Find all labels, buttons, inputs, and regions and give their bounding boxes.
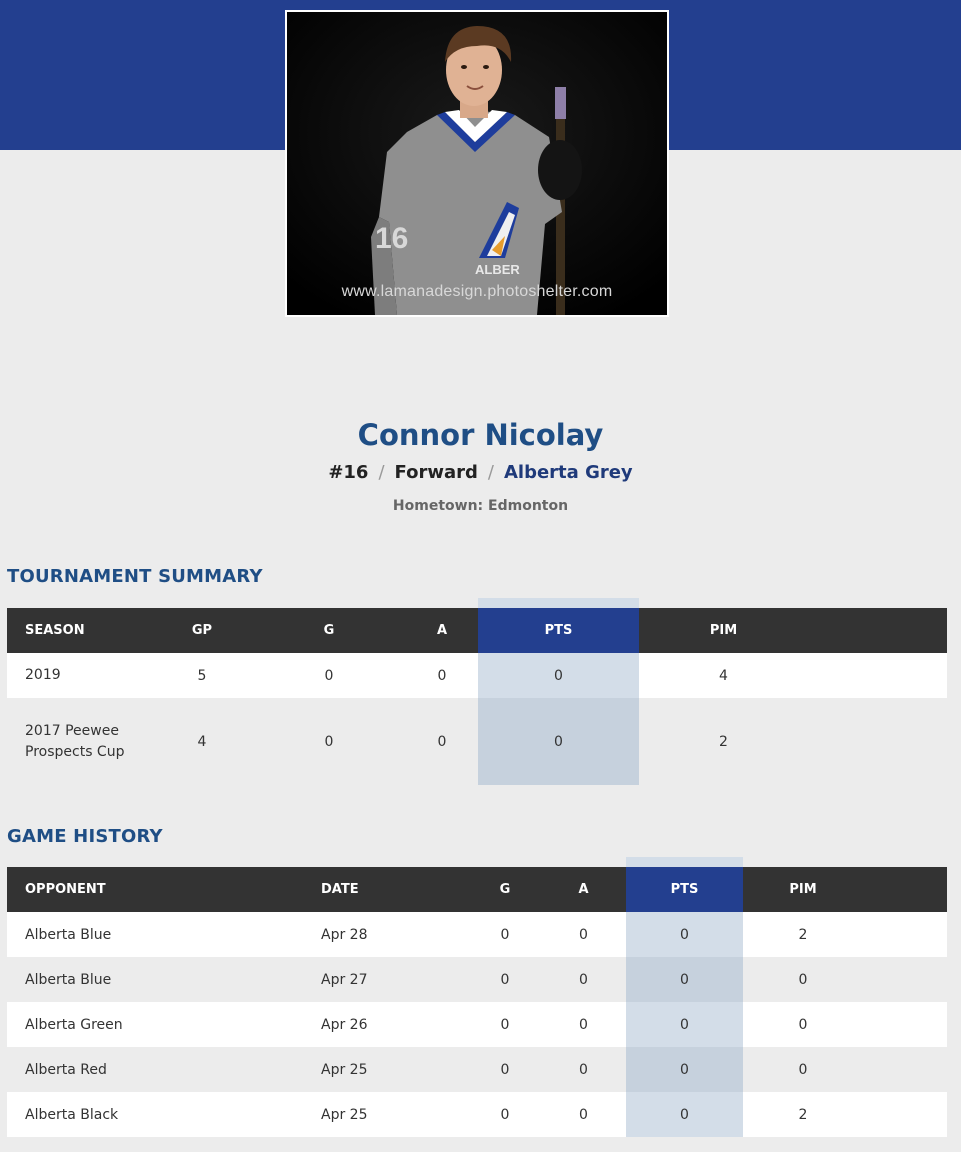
player-name: Connor Nicolay: [357, 418, 604, 452]
tournament-summary-table: [7, 608, 947, 785]
date-cell: Apr 25: [303, 1092, 469, 1137]
gp-cell: 5: [152, 653, 252, 698]
table-header-row: [7, 608, 947, 653]
assists-cell: 0: [541, 1002, 626, 1047]
table-row: [7, 653, 947, 698]
player-position: Forward: [394, 462, 478, 483]
table-row: [7, 912, 947, 957]
goals-cell: 0: [469, 1002, 541, 1047]
table-row: [7, 957, 947, 1002]
goals-cell: 0: [469, 912, 541, 957]
goals-cell: 0: [469, 1092, 541, 1137]
jersey-lettering: ALBER: [475, 262, 520, 277]
column-header-gp[interactable]: GP: [152, 608, 252, 653]
spacer-cell: [863, 1002, 947, 1047]
game-history-table: [7, 867, 947, 1137]
column-header-date[interactable]: DATE: [303, 867, 469, 912]
column-header-pim[interactable]: PIM: [743, 867, 863, 912]
spacer-cell: [863, 912, 947, 957]
column-header-pim[interactable]: PIM: [639, 608, 808, 653]
pim-cell: 0: [743, 1047, 863, 1092]
points-cell: 0: [626, 1047, 743, 1092]
opponent-cell[interactable]: Alberta Black: [7, 1092, 303, 1137]
points-cell: 0: [478, 698, 639, 785]
column-header-pts[interactable]: PTS: [626, 867, 743, 912]
goals-cell: 0: [252, 653, 406, 698]
points-cell: 0: [626, 957, 743, 1002]
goals-cell: 0: [469, 957, 541, 1002]
date-cell: Apr 27: [303, 957, 469, 1002]
separator: /: [487, 462, 494, 483]
assists-cell: 0: [541, 912, 626, 957]
table-row: [7, 1092, 947, 1137]
spacer-cell: [863, 1092, 947, 1137]
season-cell: 2017 Peewee Prospects Cup: [7, 698, 152, 785]
column-header-g[interactable]: G: [252, 608, 406, 653]
column-header-spacer: [863, 867, 947, 912]
player-photo: [285, 10, 669, 317]
player-info-line: [0, 462, 961, 483]
game-history-title: GAME HISTORY: [7, 826, 163, 847]
spacer-cell: [863, 957, 947, 1002]
points-cell: 0: [626, 1002, 743, 1047]
spacer-cell: [808, 698, 947, 785]
pim-cell: 0: [743, 1002, 863, 1047]
sleeve-number: 16: [375, 222, 409, 255]
player-photo-illustration: [287, 12, 667, 315]
separator: /: [378, 462, 385, 483]
pim-cell: 4: [639, 653, 808, 698]
goals-cell: 0: [252, 698, 406, 785]
table-header-row: [7, 867, 947, 912]
player-hometown: Hometown: Edmonton: [392, 498, 569, 514]
opponent-cell[interactable]: Alberta Green: [7, 1002, 303, 1047]
column-header-a[interactable]: A: [541, 867, 626, 912]
table-row: [7, 698, 947, 785]
column-header-opponent[interactable]: OPPONENT: [7, 867, 303, 912]
column-header-g[interactable]: G: [469, 867, 541, 912]
pim-cell: 2: [743, 912, 863, 957]
points-cell: 0: [626, 912, 743, 957]
pim-cell: 0: [743, 957, 863, 1002]
photo-watermark: www.lamanadesign.photoshelter.com: [341, 283, 613, 300]
opponent-cell[interactable]: Alberta Blue: [7, 912, 303, 957]
points-cell: 0: [626, 1092, 743, 1137]
table-row: [7, 1002, 947, 1047]
goals-cell: 0: [469, 1047, 541, 1092]
assists-cell: 0: [406, 653, 478, 698]
assists-cell: 0: [541, 1047, 626, 1092]
season-cell: 2019: [7, 653, 152, 698]
assists-cell: 0: [541, 1092, 626, 1137]
opponent-cell[interactable]: Alberta Red: [7, 1047, 303, 1092]
pim-cell: 2: [743, 1092, 863, 1137]
game-history-rows: [7, 912, 947, 1137]
opponent-cell[interactable]: Alberta Blue: [7, 957, 303, 1002]
team-link[interactable]: Alberta Grey: [503, 462, 633, 483]
date-cell: Apr 26: [303, 1002, 469, 1047]
assists-cell: 0: [541, 957, 626, 1002]
tournament-summary-title: TOURNAMENT SUMMARY: [7, 566, 263, 587]
table-row: [7, 1047, 947, 1092]
assists-cell: 0: [406, 698, 478, 785]
gp-cell: 4: [152, 698, 252, 785]
column-header-pts[interactable]: PTS: [478, 608, 639, 653]
date-cell: Apr 28: [303, 912, 469, 957]
column-header-spacer: [808, 608, 947, 653]
pim-cell: 2: [639, 698, 808, 785]
jersey-number: #16: [328, 462, 369, 483]
column-header-a[interactable]: A: [406, 608, 478, 653]
date-cell: Apr 25: [303, 1047, 469, 1092]
points-cell: 0: [478, 653, 639, 698]
spacer-cell: [863, 1047, 947, 1092]
column-header-season[interactable]: SEASON: [7, 608, 152, 653]
spacer-cell: [808, 653, 947, 698]
